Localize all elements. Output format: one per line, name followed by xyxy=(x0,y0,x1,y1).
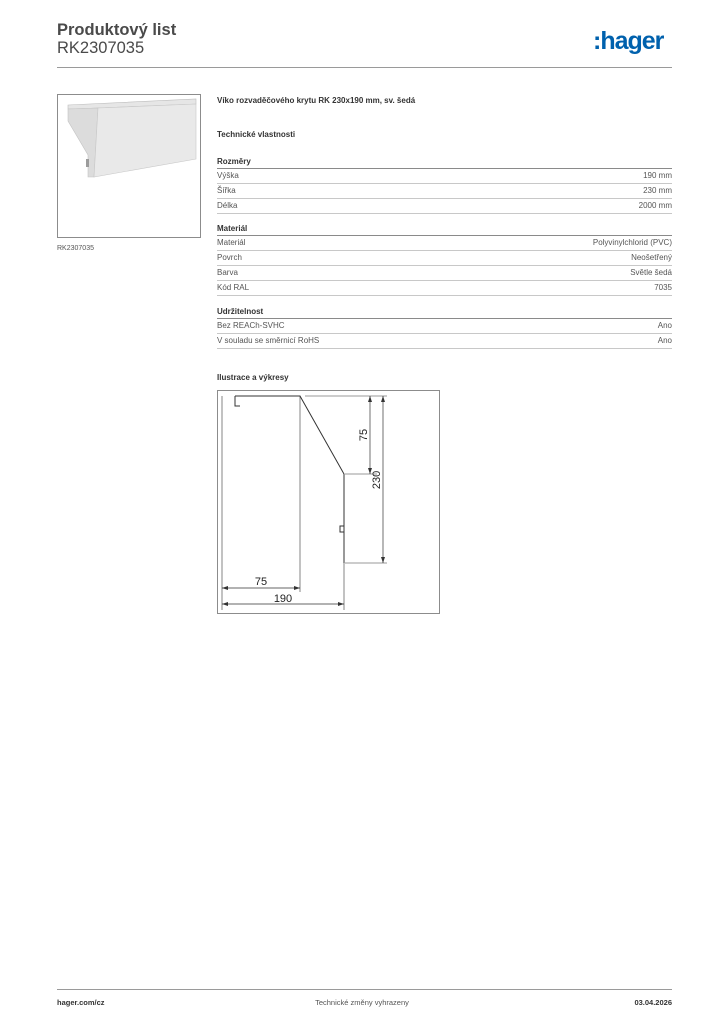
row-value: Neošetřený xyxy=(631,253,672,262)
table-row xyxy=(217,334,672,349)
table-row xyxy=(217,169,672,184)
row-label: Barva xyxy=(217,268,238,277)
header-divider xyxy=(57,67,672,68)
section-heading: Technické vlastnosti xyxy=(217,130,296,139)
footer-website-link[interactable]: hager.com/cz xyxy=(57,998,105,1007)
group-title: Rozměry xyxy=(217,156,672,169)
row-label: Materiál xyxy=(217,238,246,247)
table-row xyxy=(217,199,672,214)
table-row xyxy=(217,236,672,251)
table-row xyxy=(217,319,672,334)
dim-top-width: 75 xyxy=(254,576,268,588)
row-value: 7035 xyxy=(654,283,672,292)
row-label: Výška xyxy=(217,171,239,180)
row-value: 230 mm xyxy=(643,186,672,195)
group-material xyxy=(217,223,672,296)
logo-text: :hager xyxy=(593,27,664,55)
dim-height: 230 xyxy=(371,470,383,490)
group-dimensions xyxy=(217,156,672,214)
row-label: Povrch xyxy=(217,253,242,262)
table-row xyxy=(217,266,672,281)
product-name: Víko rozvaděčového krytu RK 230x190 mm, sv. šedá xyxy=(217,96,416,105)
row-label: Kód RAL xyxy=(217,283,250,292)
row-value: 190 mm xyxy=(643,171,672,180)
row-label: Délka xyxy=(217,201,238,210)
table-row xyxy=(217,281,672,296)
group-sustainability xyxy=(217,306,672,349)
page-title: Produktový list xyxy=(57,21,177,39)
footer-note: Technické změny vyhrazeny xyxy=(315,998,409,1007)
row-value: Ano xyxy=(657,321,672,330)
row-label: Bez REACh-SVHC xyxy=(217,321,285,330)
cover-illustration xyxy=(58,95,200,237)
illustrations-heading: Ilustrace a výkresy xyxy=(217,373,289,382)
footer-date: 03.04.2026 xyxy=(634,998,672,1007)
image-caption: RK2307035 xyxy=(57,245,94,252)
row-value: Polyvinylchlorid (PVC) xyxy=(592,238,672,247)
dim-width: 190 xyxy=(273,593,293,605)
product-image xyxy=(57,94,201,238)
table-row xyxy=(217,251,672,266)
row-value: Světle šedá xyxy=(630,268,672,277)
group-title: Udržitelnost xyxy=(217,306,672,319)
row-value: Ano xyxy=(657,336,672,345)
row-value: 2000 mm xyxy=(638,201,672,210)
group-title: Materiál xyxy=(217,223,672,236)
footer-divider xyxy=(57,989,672,990)
table-row xyxy=(217,184,672,199)
row-label: V souladu se směrnicí RoHS xyxy=(217,336,320,345)
hager-logo xyxy=(593,26,675,56)
technical-drawing xyxy=(217,390,440,614)
product-code: RK2307035 xyxy=(57,39,145,57)
dim-slope-height: 75 xyxy=(358,428,370,442)
row-label: Šířka xyxy=(217,186,236,195)
